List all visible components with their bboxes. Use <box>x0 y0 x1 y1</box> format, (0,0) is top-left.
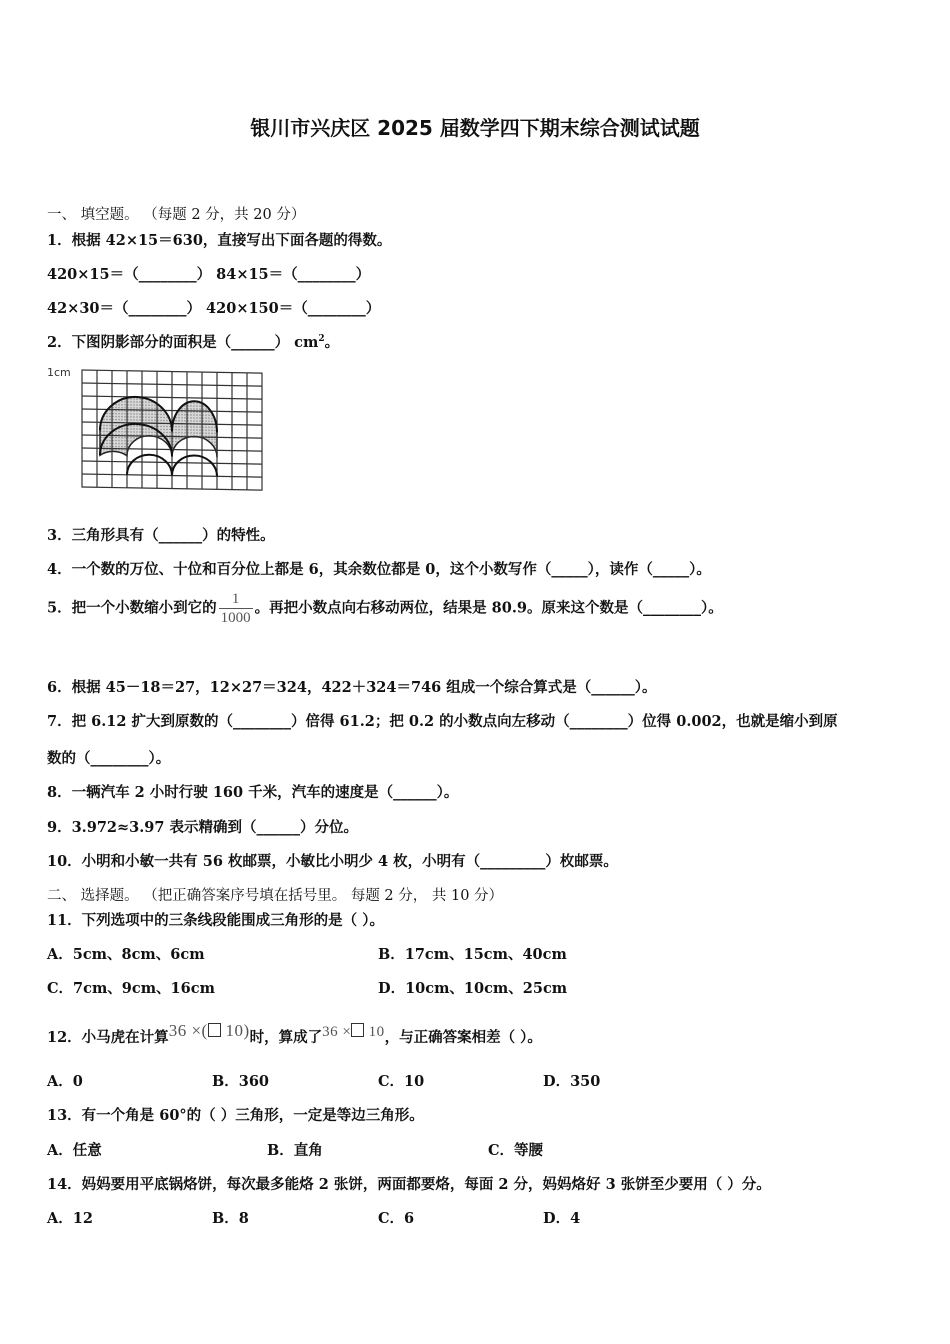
page-title: 银川市兴庆区 2025 届数学四下期末综合测试试题 <box>250 116 700 140</box>
blank-box <box>208 1023 221 1037</box>
grid-scale-label: 1cm <box>47 366 71 379</box>
question-12-option-a: A．0 <box>47 1073 83 1090</box>
question-12-option-b: B．360 <box>212 1073 270 1090</box>
question-13-option-c: C．等腰 <box>488 1142 544 1159</box>
question-14-option-d: D．4 <box>543 1210 581 1227</box>
question-1-row-1: 420×15＝（________） 84×15＝（________） <box>47 266 371 283</box>
question-12-end: ，与正确答案相差（ ）。 <box>384 1029 542 1046</box>
grid-figure <box>47 364 272 494</box>
question-5 <box>47 590 723 627</box>
question-14-option-a: A．12 <box>47 1210 93 1227</box>
question-14-option-c: C．6 <box>378 1210 415 1227</box>
question-8: 8．一辆汽车 2 小时行驶 160 千米，汽车的速度是（______）。 <box>47 784 459 801</box>
question-10: 10．小明和小敏一共有 56 枚邮票，小敏比小明少 4 枚，小明有（_________）枚邮票。 <box>47 853 618 870</box>
question-11-option-d: D．10cm、10cm、25cm <box>378 980 568 997</box>
question-11-option-c: C．7cm、9cm、16cm <box>47 980 215 997</box>
expression-correct-left: 36 ×( <box>168 1021 208 1040</box>
question-5-end: 。再把小数点向右移动两位，结果是 80.9。原来这个数是（________）。 <box>254 599 723 617</box>
question-13: 13．有一个角是 60°的（ ）三角形，一定是等边三角形。 <box>47 1107 424 1124</box>
question-7-line-2: 数的（________）。 <box>47 750 171 767</box>
section-1-heading: 一、 填空题。 （每题 2 分，共 20 分） <box>47 207 306 223</box>
expression-wrong-right: 10 <box>364 1024 385 1040</box>
question-2-unit-exponent: 2 <box>318 334 325 345</box>
question-7-line-1: 7．把 6.12 扩大到原数的（________）倍得 61.2；把 0.2 的小数点向左移动（________）位得 0.002，也就是缩小到原 <box>47 713 838 730</box>
question-14: 14．妈妈要用平底锅烙饼，每次最多能烙 2 张饼，两面都要烙，每面 2 分，妈妈烙好 3 张饼至少要用（ ）分。 <box>47 1176 771 1193</box>
question-2 <box>47 331 339 352</box>
question-12-option-c: C．10 <box>378 1073 425 1090</box>
section-2-heading: 二、 选择题。 （把正确答案序号填在括号里。 每题 2 分， 共 10 分） <box>47 888 504 904</box>
question-2-end: 。 <box>324 334 340 351</box>
expression-correct <box>169 1021 250 1040</box>
fraction-numerator: 1 <box>231 591 240 607</box>
expression-wrong-left: 36 × <box>322 1024 352 1040</box>
question-11-option-a: A．5cm、8cm、6cm <box>47 946 205 963</box>
question-6: 6．根据 45－18＝27，12×27＝324，422＋324＝746 组成一个综合算式是（______）。 <box>47 679 657 696</box>
question-2-text: 2．下图阴影部分的面积是（______） cm <box>47 334 319 351</box>
question-12 <box>47 1012 542 1057</box>
grid-figure-drawing <box>47 364 272 494</box>
question-4: 4．一个数的万位、十位和百分位上都是 6，其余数位都是 0，这个小数写作（_____），读作（_____）。 <box>47 561 711 578</box>
blank-box <box>351 1023 364 1037</box>
question-3: 3．三角形具有（______）的特性。 <box>47 527 275 544</box>
question-9: 9．3.972≈3.97 表示精确到（______）分位。 <box>47 819 359 836</box>
expression-correct-right: 10) <box>220 1021 250 1040</box>
question-13-option-b: B．直角 <box>267 1142 323 1159</box>
question-12-mid: 时，算成了 <box>249 1029 323 1046</box>
question-5-text: 5．把一个小数缩小到它的 <box>47 599 217 617</box>
fraction <box>219 590 253 627</box>
fraction-denominator: 1000 <box>220 610 251 626</box>
question-12-text: 12．小马虎在计算 <box>47 1029 169 1046</box>
question-14-option-b: B．8 <box>212 1210 249 1227</box>
question-1: 1．根据 42×15＝630，直接写出下面各题的得数。 <box>47 232 392 249</box>
question-12-option-d: D．350 <box>543 1073 601 1090</box>
question-1-row-2: 42×30＝（________） 420×150＝（________） <box>47 300 381 317</box>
question-11: 11．下列选项中的三条线段能围成三角形的是（ ）。 <box>47 912 384 929</box>
question-11-option-b: B．17cm、15cm、40cm <box>378 946 567 963</box>
expression-wrong <box>322 1024 384 1040</box>
question-13-option-a: A．任意 <box>47 1142 102 1159</box>
